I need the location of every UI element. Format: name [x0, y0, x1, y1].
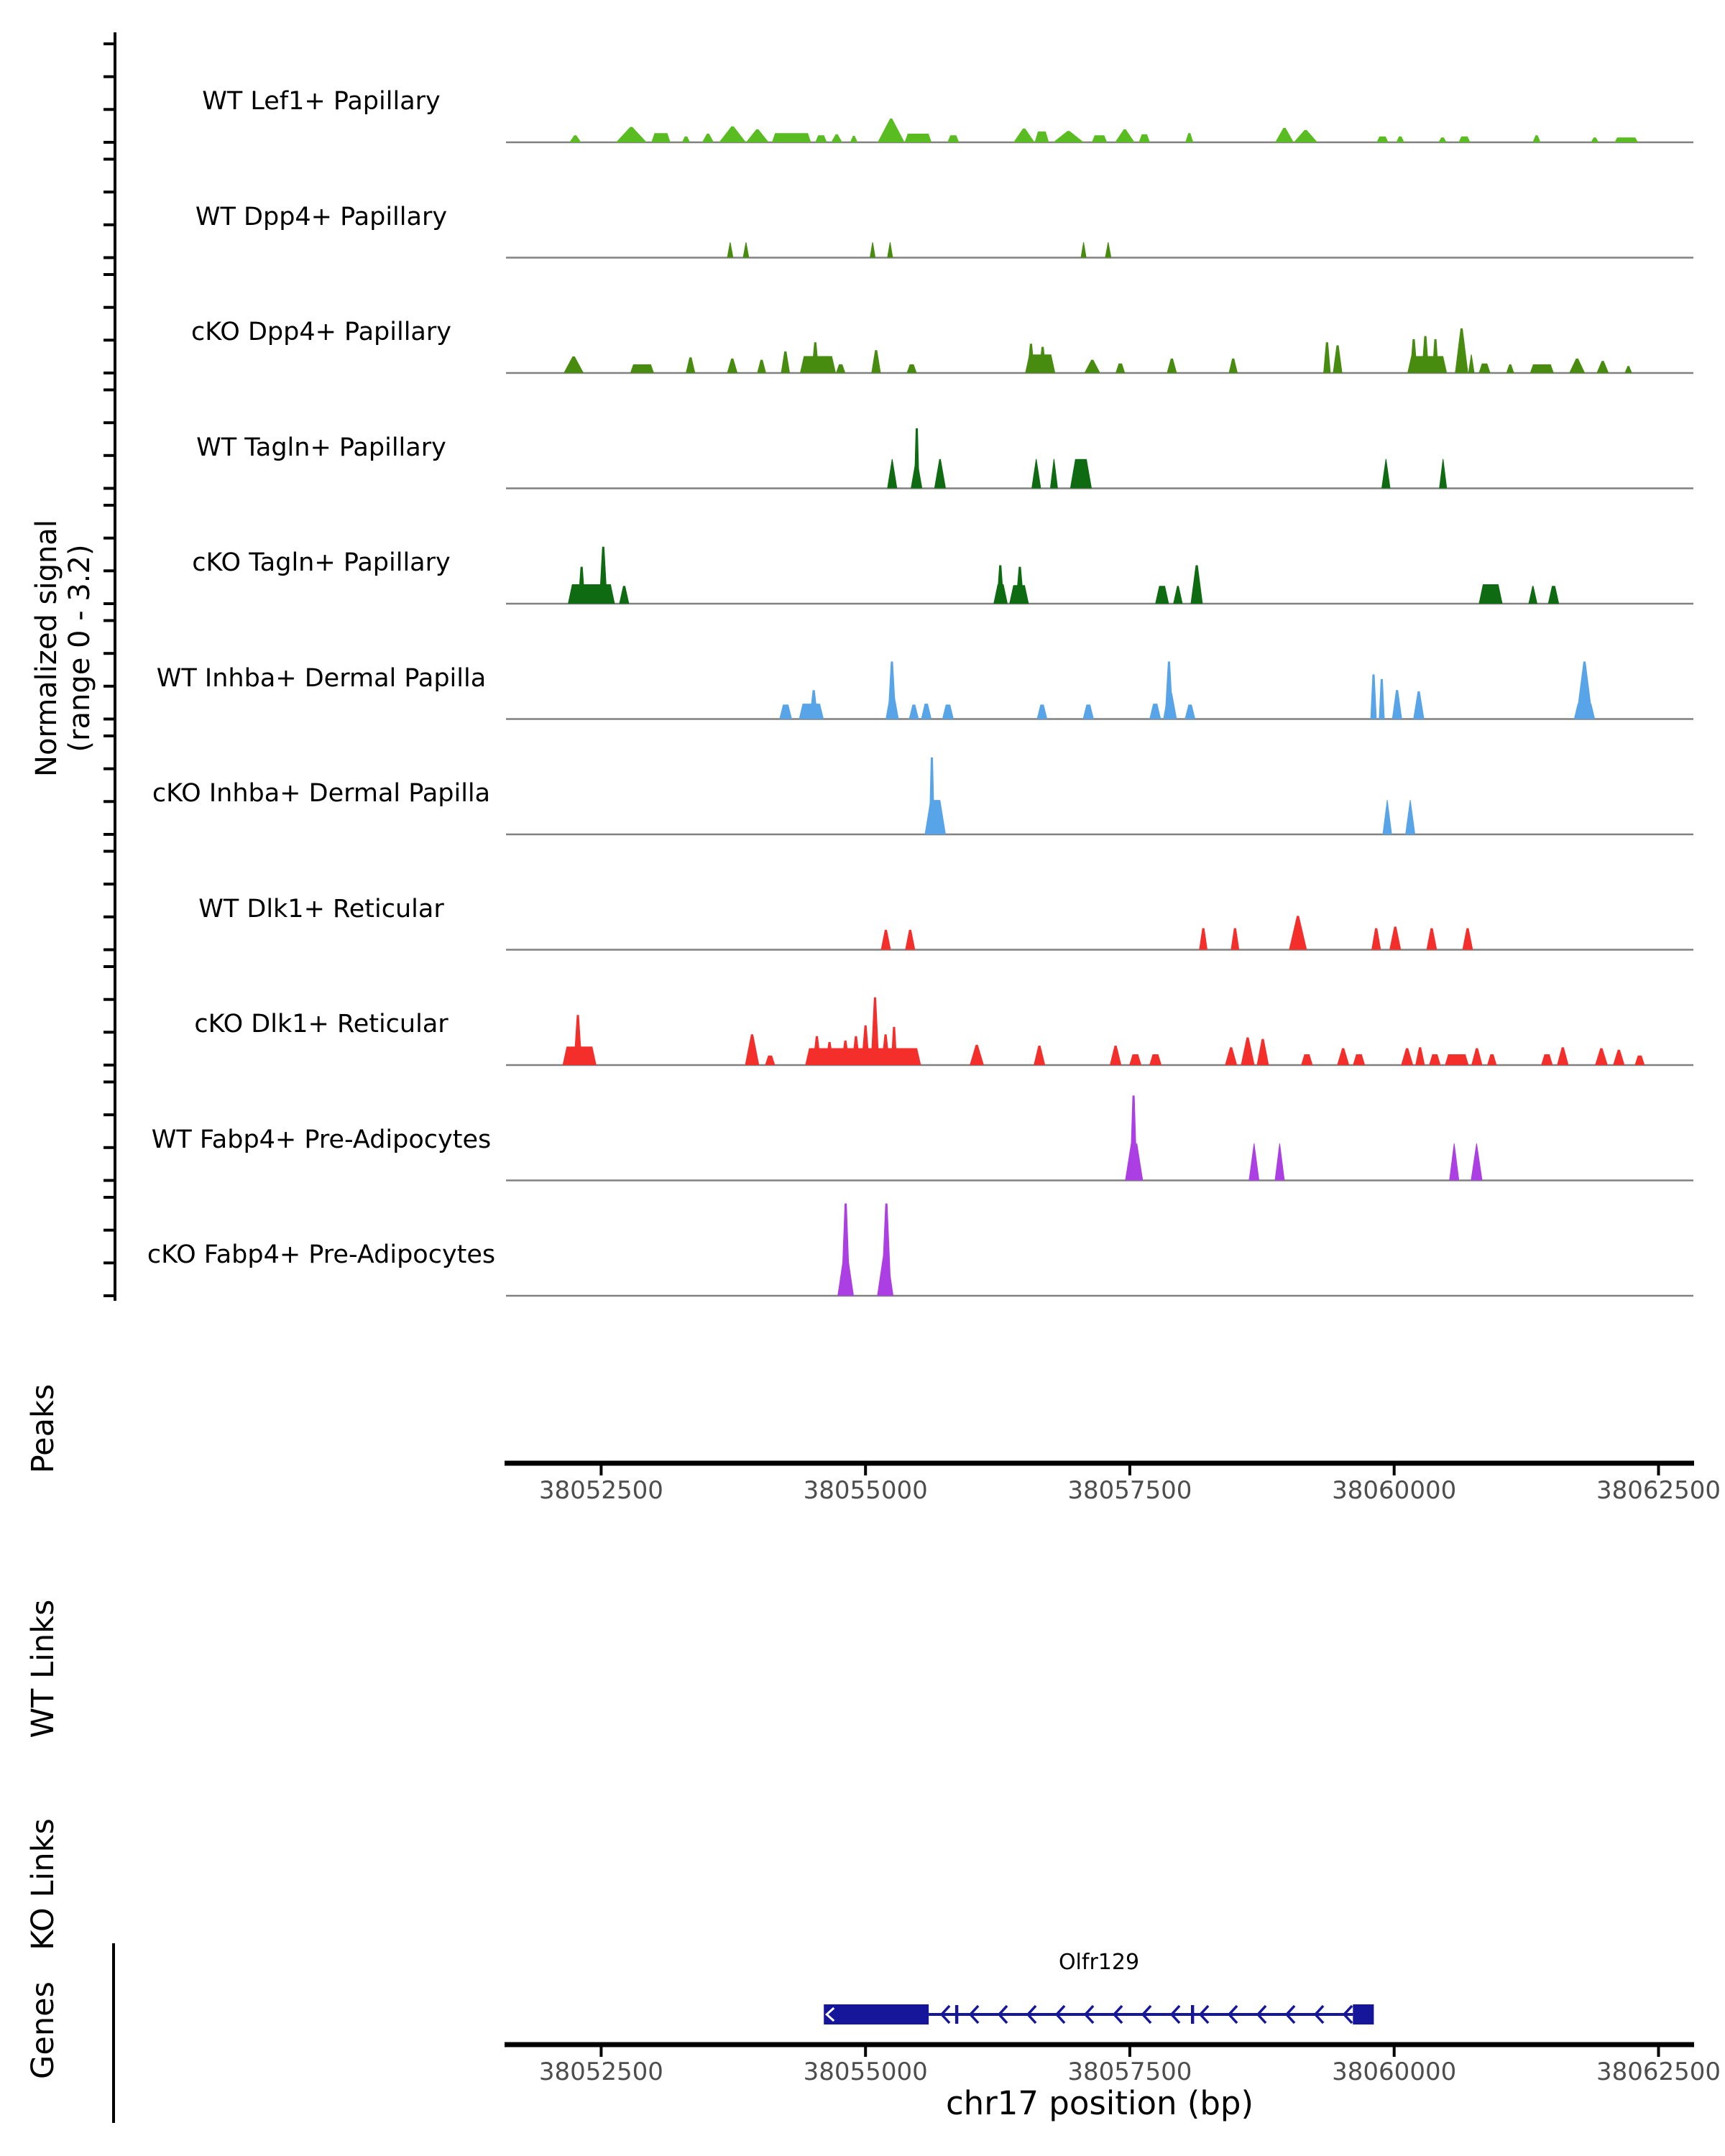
signal-peak: [1149, 704, 1161, 719]
signal-peak: [1353, 1054, 1365, 1065]
track-label: cKO Dpp4+ Papillary: [191, 318, 451, 346]
signal-peak: [1184, 704, 1195, 719]
signal-peak: [1035, 132, 1049, 142]
signal-peak: [850, 136, 857, 142]
signal-peak: [1371, 674, 1377, 719]
signal-peak: [1541, 1054, 1552, 1065]
signal-peak: [1463, 929, 1473, 950]
signal-peak: [871, 350, 880, 373]
signal-peak: [619, 586, 629, 604]
track-label: WT Tagln+ Papillary: [196, 433, 446, 462]
signal-peak: [719, 126, 746, 142]
signal-peak: [1229, 359, 1238, 373]
signal-peak: [887, 459, 897, 489]
signal-peak: [1199, 929, 1208, 950]
signal-peak: [929, 757, 934, 834]
signal-peak: [1478, 584, 1502, 604]
signal-peak: [1070, 459, 1092, 489]
signal-peak: [1037, 704, 1048, 719]
signal-peak: [1471, 1049, 1482, 1066]
signal-peak: [757, 360, 766, 373]
signal-peak: [630, 364, 654, 373]
x-tick-label: 38052500: [538, 2058, 663, 2086]
x-tick-label: 38062500: [1596, 1476, 1721, 1505]
gene-exon-tick: [955, 2005, 958, 2024]
signal-peak: [1458, 137, 1470, 142]
signal-peak: [1110, 1046, 1121, 1065]
signal-peak: [1439, 459, 1447, 489]
signal-peak: [914, 428, 919, 489]
signal-peak: [887, 242, 893, 257]
signal-peak: [1083, 704, 1094, 719]
x-tick-label: 38060000: [1332, 1476, 1457, 1505]
x-tick-label: 38057500: [1067, 1476, 1192, 1505]
signal-peak: [599, 547, 608, 604]
signal-peak: [881, 1204, 891, 1296]
section-label-ko-links: KO Links: [25, 1818, 61, 1950]
signal-peak: [1392, 690, 1402, 719]
signal-peak: [1173, 586, 1182, 604]
section-label-genes: Genes: [25, 1981, 61, 2079]
track-label: WT Fabp4+ Pre-Adipocytes: [151, 1125, 492, 1154]
signal-peak: [745, 1034, 760, 1065]
track-label: cKO Dlk1+ Reticular: [194, 1010, 448, 1038]
signal-peak: [921, 704, 932, 719]
signal-peak: [905, 930, 915, 950]
signal-peak: [1129, 1054, 1141, 1065]
signal-peak: [1397, 137, 1404, 142]
signal-peak: [1487, 1054, 1496, 1065]
signal-peak: [1167, 359, 1177, 373]
signal-peak: [702, 134, 714, 142]
signal-peak: [1116, 364, 1125, 373]
signal-peak: [909, 704, 919, 719]
track-label: WT Inhba+ Dermal Papilla: [156, 664, 487, 693]
signal-peak: [1323, 342, 1330, 373]
track-label: cKO Tagln+ Papillary: [192, 548, 451, 577]
track-label: WT Dlk1+ Reticular: [198, 895, 444, 923]
signal-peak: [1333, 346, 1342, 374]
signal-peak: [1085, 360, 1100, 373]
signal-peak: [568, 584, 615, 604]
gene-name-label: Olfr129: [1058, 1950, 1140, 1975]
signal-peak: [905, 134, 932, 142]
signal-peak: [1439, 137, 1447, 142]
signal-peak: [1130, 1095, 1137, 1180]
signal-peak: [1275, 128, 1294, 142]
signal-peak: [1432, 339, 1439, 373]
y-axis-label-line1: Normalized signal: [30, 520, 63, 777]
signal-peak: [1031, 459, 1041, 489]
y-axis-label: [30, 217, 96, 1079]
signal-peak: [1532, 135, 1540, 142]
signal-peak: [1591, 137, 1598, 142]
signal-peak: [1257, 1039, 1269, 1065]
signal-peak: [1301, 1054, 1312, 1065]
signal-peak: [1383, 800, 1392, 834]
y-axis-label-line2: (range 0 - 3.2): [63, 544, 96, 752]
signal-peak: [1548, 586, 1560, 604]
signal-peak: [781, 351, 791, 373]
signal-peak: [1013, 129, 1034, 142]
signal-peak: [1230, 929, 1239, 950]
signal-peak: [836, 364, 845, 373]
signal-peak: [1405, 800, 1415, 834]
signal-peak: [934, 459, 946, 489]
x-tick-label: 38060000: [1332, 2058, 1457, 2086]
signal-peak: [881, 930, 891, 950]
signal-peak: [1155, 586, 1169, 604]
signal-peak: [746, 129, 769, 142]
signal-peak: [1478, 364, 1490, 373]
track-label: cKO Fabp4+ Pre-Adipocytes: [147, 1240, 496, 1269]
signal-peak: [1413, 691, 1424, 719]
signal-peak: [1185, 133, 1193, 142]
signal-peak: [1471, 1143, 1482, 1180]
x-tick-label: 38055000: [803, 2058, 928, 2086]
signal-peak: [772, 133, 811, 142]
signal-peak: [1634, 1056, 1644, 1065]
signal-peak: [1225, 1047, 1237, 1065]
signal-peak: [1115, 129, 1134, 142]
signal-peak: [888, 662, 896, 719]
x-tick-label: 38057500: [1067, 2058, 1192, 2086]
gene-exon: [824, 2004, 929, 2024]
signal-peak: [1422, 336, 1429, 373]
signal-peak: [564, 356, 584, 373]
signal-peak: [1596, 361, 1609, 373]
signal-peak: [1165, 662, 1174, 719]
signal-peak: [569, 135, 581, 142]
section-label-wt-links: WT Links: [25, 1599, 61, 1738]
gene-exon: [1353, 2004, 1374, 2024]
gene-exon-tick: [1191, 2005, 1194, 2024]
signal-peak: [870, 242, 875, 257]
signal-peak: [831, 134, 842, 142]
signal-peak: [1050, 459, 1058, 489]
signal-peak: [891, 1027, 898, 1065]
signal-peak: [861, 1026, 870, 1065]
signal-peak: [682, 137, 690, 142]
signal-peak: [1248, 1143, 1259, 1180]
signal-peak: [1371, 929, 1381, 950]
signal-peak: [1569, 359, 1585, 373]
signal-peak: [1449, 1143, 1459, 1180]
signal-peak: [1506, 364, 1514, 373]
signal-peak: [1624, 366, 1632, 373]
signal-peak: [1149, 1054, 1162, 1065]
signal-peak: [1379, 679, 1384, 719]
signal-peak: [1410, 339, 1417, 373]
signal-peak: [1105, 242, 1111, 257]
signal-peak: [651, 133, 670, 142]
signal-peak: [1401, 1049, 1413, 1066]
signal-peak: [686, 357, 695, 373]
x-tick-label: 38052500: [538, 1476, 663, 1505]
signal-peak: [1614, 137, 1637, 142]
signal-peak: [815, 135, 827, 142]
signal-peak: [1445, 1054, 1468, 1065]
signal-peak: [1053, 131, 1084, 142]
signal-peak: [1468, 354, 1475, 373]
signal-peak: [1034, 1046, 1045, 1065]
signal-peak: [765, 1056, 775, 1065]
x-tick-label: 38055000: [803, 1476, 928, 1505]
signal-peak: [1595, 1049, 1608, 1066]
signal-peak: [1415, 1047, 1425, 1065]
signal-peak: [1138, 134, 1150, 142]
x-tick-label: 38062500: [1596, 2058, 1721, 2086]
signal-peak: [1092, 135, 1107, 142]
section-label-peaks: Peaks: [25, 1383, 61, 1474]
signal-peak: [743, 242, 750, 257]
signal-peak: [779, 704, 792, 719]
signal-peak: [1289, 916, 1307, 949]
signal-peak: [970, 1045, 984, 1065]
signal-peak: [1529, 586, 1538, 604]
signal-peak: [1191, 566, 1203, 604]
signal-peak: [1557, 1047, 1568, 1065]
signal-peak: [1376, 137, 1388, 142]
signal-peak: [907, 364, 917, 373]
track-label: cKO Inhba+ Dermal Papilla: [152, 779, 491, 808]
signal-peak: [1530, 364, 1554, 373]
signal-peak: [1427, 929, 1438, 950]
signal-peak: [1275, 1143, 1285, 1180]
signal-peak: [942, 704, 954, 719]
track-label: WT Dpp4+ Papillary: [195, 203, 448, 231]
signal-peak: [1337, 1049, 1349, 1066]
signal-peak: [1389, 926, 1401, 949]
signal-peak: [1429, 1054, 1440, 1065]
signal-peak: [925, 800, 947, 834]
signal-peak: [1576, 662, 1593, 719]
signal-peak: [616, 127, 647, 142]
signal-peak: [841, 1204, 850, 1296]
signal-peak: [1294, 130, 1317, 142]
signal-peak: [878, 119, 905, 142]
signal-peak: [1241, 1038, 1254, 1066]
signal-peak: [1381, 459, 1391, 489]
signal-peak: [727, 359, 738, 373]
signal-peak: [947, 135, 959, 142]
signal-peak: [1613, 1050, 1624, 1065]
signal-peak: [1455, 328, 1468, 373]
signal-peak: [1081, 242, 1087, 257]
signal-peak: [727, 242, 734, 257]
track-label: WT Lef1+ Papillary: [202, 87, 441, 116]
signal-peak: [574, 1015, 582, 1065]
signal-peak: [871, 998, 880, 1065]
x-axis-title: chr17 position (bp): [945, 2084, 1254, 2122]
